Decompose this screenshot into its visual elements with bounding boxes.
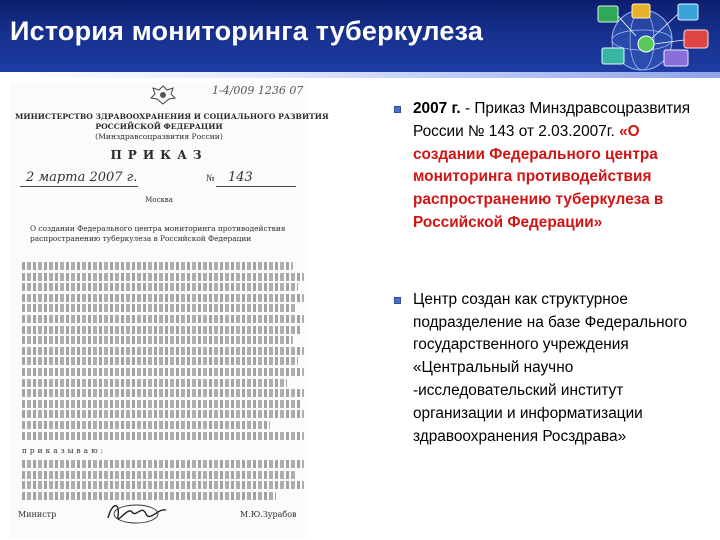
document-body-text	[22, 262, 304, 442]
document-subject: О создании Федерального центра мониторинга противодействия распространению туберкулеза в Российской Федерации	[30, 224, 286, 243]
bullet-list	[388, 98, 712, 448]
header-divider	[0, 72, 720, 78]
ministry-short-name: (Минздравсоцразвития России)	[95, 132, 223, 141]
bullet-item-order	[388, 98, 712, 235]
signer-name: М.Ю.Зурабов	[240, 510, 297, 519]
order-directive: приказываю:	[22, 446, 107, 455]
date-underline	[20, 186, 138, 187]
handwritten-date: 2 марта 2007 г.	[26, 170, 138, 185]
ministry-name-line1: МИНИСТЕРСТВО ЗДРАВООХРАНЕНИЯ И СОЦИАЛЬНОГО РАЗВИТИЯ	[15, 112, 329, 121]
document-title: ПРИКАЗ	[110, 148, 208, 162]
handwritten-number: 143	[228, 170, 253, 185]
bullet-center-text: Центр создан как структурное подразделение на базе Федерального государственного учреждения «Центральный научно -исследовательский институт организации и информатизации здравоохранения Росздрава»	[413, 290, 688, 445]
bullet-year: 2007 г.	[413, 100, 461, 117]
number-sign: №	[206, 174, 215, 184]
document-reference-number: 1-4/009 1236 07	[212, 84, 304, 97]
ministry-name	[15, 112, 329, 132]
bullet-square-icon	[394, 106, 401, 113]
bullet-item-center	[388, 289, 712, 449]
slide-header	[0, 0, 720, 78]
signer-title: Министр	[18, 510, 57, 519]
bullet-square-icon	[394, 297, 401, 304]
coat-of-arms-icon	[148, 84, 178, 106]
scanned-order-document	[10, 82, 329, 538]
document-city: Москва	[145, 196, 173, 204]
signature-icon	[102, 496, 172, 528]
bullet-order-text: - Приказ Минздравсоцразвития России № 143 от 2.03.2007г.	[413, 100, 691, 140]
number-underline	[216, 186, 296, 187]
slide-title: История мониторинга туберкулеза	[10, 16, 484, 46]
bullet-order-quote: «О создании Федерального центра мониторинга противодействия распространению туберкулеза в Российской Федерации»	[413, 122, 664, 231]
globe-network-icon	[580, 0, 720, 78]
ministry-name-line2: РОССИЙСКОЙ ФЕДЕРАЦИИ	[95, 122, 223, 131]
